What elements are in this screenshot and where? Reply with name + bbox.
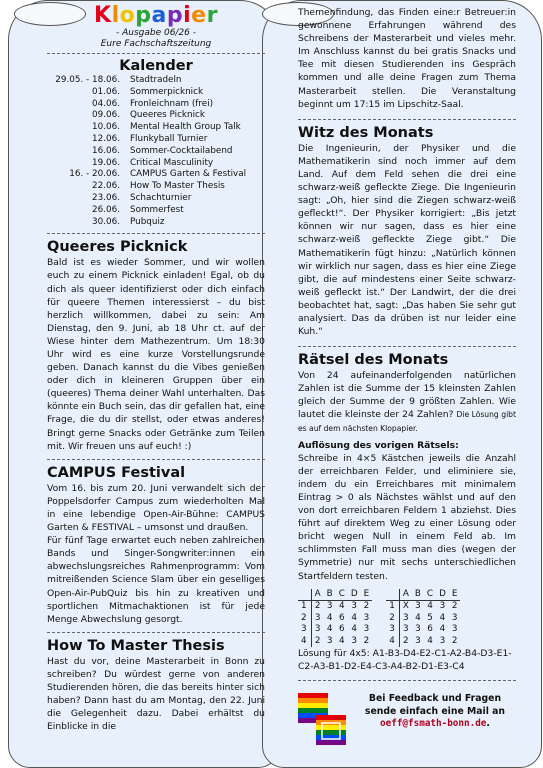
kalender-row: [50, 146, 246, 158]
kalender-event: Schachturnier: [130, 192, 192, 203]
grid-row: [386, 613, 460, 625]
grid-header-cell: E: [449, 589, 461, 601]
kalender-date: 22.06.: [92, 181, 120, 192]
rainbow-stripe: [316, 740, 346, 745]
logo-letter: o: [119, 3, 136, 28]
kalender-event: How To Master Thesis: [130, 181, 225, 192]
divider: [47, 53, 265, 54]
festival-title: CAMPUS Festival: [47, 464, 186, 481]
rainbow-fs-logo-icon: [298, 693, 346, 745]
feedback-text: [354, 693, 516, 731]
grid-header-cell: B: [412, 589, 424, 601]
logo-letter: i: [183, 3, 192, 28]
grid-cell: 2: [363, 635, 370, 646]
grid-cell: 2: [451, 635, 458, 646]
grid-cell: X: [402, 601, 409, 612]
kalender-row: [50, 87, 246, 99]
logo-letter: e: [191, 3, 207, 28]
kalender-date: 26.06.: [92, 204, 120, 215]
logo-letter: a: [151, 3, 167, 28]
left-column: [47, 0, 265, 733]
grid-cell: 3: [451, 612, 458, 623]
grid-cell: 3: [363, 612, 370, 623]
picknick-text: Bald ist es wieder Sommer, und wir wollen euch zu einem Picknick einladen! Egal, ob du dich als queer identifizierst oder dich einfach für queere Themen interessierst – du bist herzlich willkommen, dabei zu sein: Am Dienstag, den 9. Juni, ab 18 Uhr ct. auf der Wiese hinter dem Mathezentrum. Um 18:30 Uhr wird es eine kurze Vorstellungsrunde geben. Danach kannst du die Vibes genießen oder dich in kleineren Gruppen über ein (queeres) Thema deiner Wahl unterhalten. Das könnte ein Buch sein, das dir gefallen hat, eine Frage, die du dir stellst, oder etwas anderes! Bringt gerne Snacks oder Getränke zum Teilen mit. Wir freuen uns auf euch! :): [47, 257, 265, 452]
grid-cell: 2: [314, 635, 321, 646]
kalender-row: [50, 110, 246, 122]
grid-cell: 3: [439, 601, 446, 612]
grid-table-1: [298, 589, 372, 648]
divider: [298, 119, 516, 120]
kalender-date: 16. - 20.06.: [69, 169, 120, 180]
raetsel-title: Rätsel des Monats: [298, 352, 449, 369]
raetsel-hint: Die Lösung gibt es auf dem nächsten Klopapier.: [298, 410, 516, 433]
grid-row-label: 3: [298, 624, 311, 636]
kalender-row: [50, 205, 246, 217]
grid-cell: 5: [427, 612, 433, 623]
grid-row-label: 4: [386, 636, 399, 648]
grid-cell: 3: [439, 635, 446, 646]
right-column: [298, 0, 516, 745]
grid-cell: 4: [338, 601, 345, 612]
feedback-period: .: [486, 718, 490, 730]
kalender-event: Sommerfest: [130, 204, 184, 215]
grid-cell: 4: [427, 635, 433, 646]
grid-cell: 3: [351, 635, 358, 646]
logo-letter: l: [111, 3, 120, 28]
grid-row: [386, 601, 460, 613]
grid-cell: 2: [363, 601, 370, 612]
kalender-row: [50, 193, 246, 205]
thesis-title: How To Master Thesis: [47, 637, 225, 654]
grid-cell: 4: [439, 612, 446, 623]
picknick-title: Queeres Picknick: [47, 239, 188, 256]
kalender-table: [50, 75, 246, 228]
kalender-event: Pubquiz: [130, 216, 165, 227]
kalender-event: Sommerpicknick: [130, 86, 204, 97]
grid-header-cell: D: [348, 589, 361, 601]
grid-corner: [386, 589, 399, 601]
kalender-event: Mental Health Group Talk: [130, 122, 241, 133]
grid-row-label: 2: [386, 613, 399, 625]
kalender-event: Queeres Picknick: [130, 110, 205, 121]
kalender-row: [50, 169, 246, 181]
grid-row-label: 3: [386, 624, 399, 636]
grid-cell: 6: [338, 612, 345, 623]
grid-header-cell: C: [336, 589, 348, 601]
grid-row: [298, 613, 372, 625]
kalender-date: 29.05. - 18.06.: [55, 75, 120, 85]
solution-path: Lösung für 4x5: A1-B3-D4-E2-C1-A2-B4-D3-E1-C2-A3-B1-D2-E4-C3-A4-B2-D1-E3-C4: [298, 648, 512, 673]
kalender-date: 10.06.: [92, 122, 120, 133]
rainbow-stripe: [316, 715, 346, 720]
kalender-row: [50, 181, 246, 193]
kalender-row: [50, 99, 246, 111]
thesis-text-continued: Themenfindung, das Finden eine:r Betreuer:in gewonnene Erfahrungen während des Schreibens der Masterarbeit und vieles mehr. Im Anschluss kannst du bei gratis Snacks und Tee mit diesen Studierenden ins Gespräch kommen und alle deine Fragen zum Thema Masterarbeit stellen. Die Veranstaltung beginnt um 17:15 im Lipschitz-Saal.: [298, 7, 516, 110]
grid-cell: 4: [326, 612, 333, 623]
klopapier-logo: [47, 4, 265, 28]
grid-cell: 3: [314, 612, 321, 623]
grid-row-label: 1: [386, 601, 399, 613]
grid-corner: [298, 589, 311, 601]
grid-row: [298, 601, 372, 613]
grid-cell: 3: [403, 624, 409, 635]
newspaper-subtitle: Eure Fachschaftszeitung: [100, 39, 212, 49]
grid-cell: 4: [326, 624, 333, 635]
kalender-date: 12.06.: [92, 133, 120, 144]
kalender-row: [50, 122, 246, 134]
feedback-email-link[interactable]: oeff@fsmath-bonn.de: [380, 718, 487, 730]
prev-solution-text: Schreibe in 4×5 Kästchen jeweils die Anzahl der erreichbaren Felder, und eliminiere sie, indem du ein Erreichbares mit minimalem Eintrag > 0 als Nächstes wählst und auf den von dort erreichbaren Feldern 1 abziehst. Dies führt auf direktem Weg zu einer Lösung oder bricht wegen Null in einem Feld ab. Im schlimmsten Fall muss man dies (wegen der Symmetrie) nur mit sechs unterschiedlichen Startfeldern testen.: [298, 452, 516, 582]
kalender-row: [50, 158, 246, 170]
rainbow-stripe: [298, 708, 328, 713]
grid-header-cell: A: [311, 589, 324, 601]
grid-cell: 3: [326, 601, 333, 612]
grid-cell: 2: [451, 601, 458, 612]
kalender-date: 19.06.: [92, 157, 120, 168]
grid-cell: 6: [338, 624, 345, 635]
grid-cell: 3: [451, 624, 458, 635]
kalender-event: Stadtradeln: [130, 75, 182, 85]
kalender-event: Critical Masculinity: [130, 157, 214, 168]
grid-cell: 3: [415, 635, 421, 646]
logo-letter: p: [166, 3, 184, 28]
kalender-date: 30.06.: [92, 216, 120, 227]
grid-cell: 6: [427, 624, 433, 635]
prev-solution-title: Auflösung des vorigen Rätsels:: [298, 439, 459, 451]
raetsel-question: Von 24 aufeinanderfolgenden natürlichen Zahlen ist die Summe der 15 kleinsten Zahlen gleich der Summe der 9 größten Zahlen. Wie lautet die kleinste der 24 Zahlen?: [298, 370, 516, 421]
thesis-text: Hast du vor, deine Masterarbeit in Bonn zu schreiben? Du würdest gerne von anderen Studierenden hören, die das bereits hinter sich haben? Dann hast du am Montag, den 22. Juni die Gelegenheit dazu. Dabei erhältst du Einblicke in die: [47, 655, 265, 733]
grid-cell: 4: [338, 635, 345, 646]
grid-cell: 4: [415, 612, 421, 623]
grid-header-cell: D: [436, 589, 449, 601]
kalender-event: CAMPUS Garten & Festival: [130, 169, 247, 180]
raetsel-text: [298, 369, 516, 434]
grid-cell: 3: [326, 635, 333, 646]
solution-grids: [298, 589, 516, 648]
rainbow-stripe: [298, 698, 328, 703]
grid-cell: 2: [403, 635, 409, 646]
grid-header-cell: E: [361, 589, 373, 601]
logo-letter: K: [94, 3, 112, 28]
grid-cell: 2: [314, 601, 321, 612]
rainbow-stripe: [316, 730, 346, 735]
divider: [47, 233, 265, 234]
grid-table-2: [386, 589, 460, 648]
divider: [47, 459, 265, 460]
rainbow-stripe: [298, 693, 328, 698]
grid-cell: 4: [351, 612, 358, 623]
logo-letter: r: [206, 3, 218, 28]
rainbow-stripe: [316, 725, 346, 730]
grid-header-cell: A: [399, 589, 412, 601]
grid-cell: 3: [363, 624, 370, 635]
grid-row: [386, 636, 460, 648]
kalender-title: Kalender: [119, 58, 193, 74]
divider: [298, 346, 516, 347]
grid-row: [386, 624, 460, 636]
kalender-event: Fronleichnam (frei): [130, 98, 214, 109]
kalender-event: Flunkyball Turnier: [130, 133, 208, 144]
witz-text: Die Ingenieurin, der Physiker und die Mathematikerin sind noch immer auf dem Land. Auf dem Feld sehen die drei eine schwarz-weiß gefleckte Ziege. Die Ingenieurin sagt: „Oh, hier sind die Ziegen schwarz-weiß gefleckt!“. Der Physiker korrigiert: „Bis jetzt können wir nur sagen, dass es hier eine schwarz-weiß gefleckte Ziege gibt.“ Die Mathematikerin fügt hinzu: „Natürlich können wir wirklich nur sagen, dass es hier eine Ziege gibt, die auf mindestens einer Seite schwarz-weiß gefleckt ist.“ Der Landwirt, der die drei beobachtet hat, sagt: „Das haben Sie sehr gut analysiert. Das da drüben ist nur leider eine Kuh.“: [298, 142, 516, 338]
grid-row-label: 2: [298, 613, 311, 625]
grid-header-cell: C: [424, 589, 436, 601]
witz-title: Witz des Monats: [298, 124, 434, 141]
kalender-date: 04.06.: [92, 98, 120, 109]
grid-row-label: 1: [298, 601, 311, 613]
divider: [298, 680, 516, 681]
grid-cell: 3: [403, 612, 409, 623]
festival-text-2: Für fünf Tage erwartet euch neben zahlreichen Bands und Singer-Songwriter:innen ein abwechslungsreiches Rahmenprogramm: Vom mitreißenden Science Slam über ein geselliges Open-Air-PubQuiz bis hin zu kreativen und sportlichen Mitmachaktionen ist für jede Menge Abwechslung gesorgt.: [47, 535, 265, 625]
grid-cell: 3: [415, 601, 421, 612]
kalender-row: [50, 75, 246, 87]
grid-cell: 3: [351, 601, 358, 612]
divider: [47, 632, 265, 633]
kalender-row: [50, 217, 246, 229]
kalender-date: 01.06.: [92, 86, 120, 97]
kalender-date: 16.06.: [92, 145, 120, 156]
issue-number: - Ausgabe 06/26 -: [115, 28, 197, 38]
logo-letter: p: [135, 3, 152, 28]
kalender-date: 09.06.: [92, 110, 120, 121]
kalender-date: 23.06.: [92, 192, 120, 203]
grid-row: [298, 624, 372, 636]
grid-row: [298, 636, 372, 648]
grid-header-cell: B: [324, 589, 336, 601]
grid-cell: 4: [439, 624, 446, 635]
grid-cell: 3: [314, 624, 321, 635]
grid-row-label: 4: [298, 636, 311, 648]
kalender-event: Sommer-Cocktailabend: [130, 145, 233, 156]
grid-cell: 3: [415, 624, 421, 635]
grid-cell: 4: [427, 601, 433, 612]
kalender-row: [50, 134, 246, 146]
feedback-message: Bei Feedback und Fragen sende einfach eine Mail an: [364, 693, 506, 717]
rainbow-stripe: [298, 703, 328, 708]
feedback-box: [298, 693, 516, 745]
festival-text-1: Vom 16. bis zum 20. Juni verwandelt sich der Poppelsdorfer Campus zum wiederholten Mal in eine lebendige Open-Air-Bühne: CAMPUS Garten & FESTIVAL – umsonst und draußen.: [47, 482, 265, 534]
grid-cell: 4: [351, 624, 358, 635]
